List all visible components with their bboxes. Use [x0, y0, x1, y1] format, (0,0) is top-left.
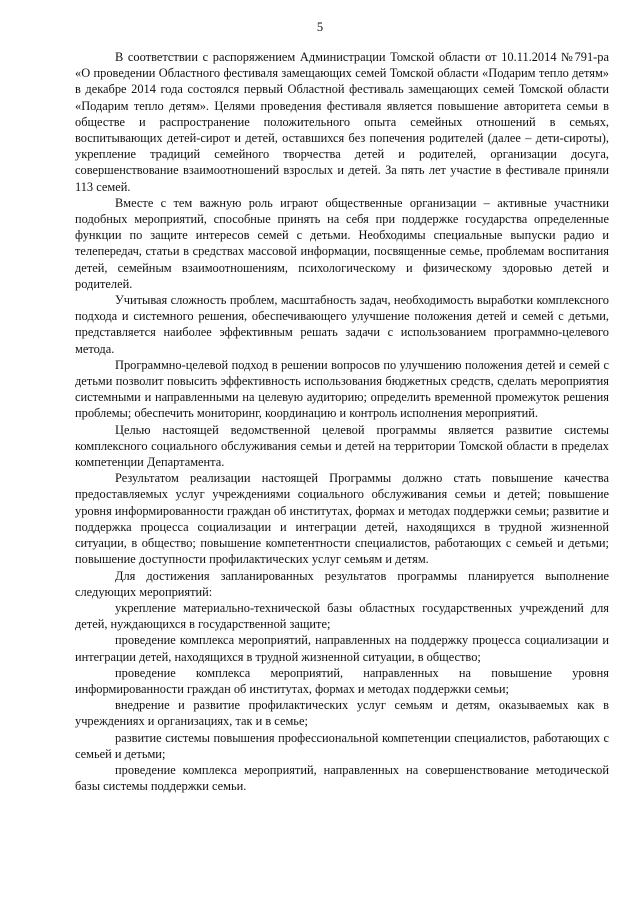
paragraph-program-approach: Программно-целевой подход в решении вопросов по улучшению положения детей и семей с детьми позволит повысить эффективность использования бюджетных средств, сделать мероприятия системными и направленными на целевую аудиторию; определить временной промежуток решения проблемы; обеспечить мониторинг, координацию и контроль исполнения мероприятий.: [75, 357, 609, 421]
measure-item: проведение комплекса мероприятий, направленных на совершенствование методической базы системы поддержки семьи.: [75, 762, 609, 794]
paragraph-program-method: Учитывая сложность проблем, масштабность задач, необходимость выработки комплексного подхода и системного решения, обеспечивающего улучшение положения детей и семей с детьми, представляется наиболее эффективным решать задачи с использованием программно-целевого метода.: [75, 293, 609, 356]
measure-item: развитие системы повышения профессиональной компетенции специалистов, работающих с семьей и детьми;: [75, 730, 609, 761]
paragraph-program-result: Результатом реализации настоящей Программы должно стать повышение качества предоставляемых услуг учреждениями социального обслуживания семьи и детей; повышение уровня информированности граждан об институтах, формах и методах поддержки семьи; развитие и поддержка процесса социализации и интеграции детей, находящихся в трудной жизненной ситуации, в общество; повышение компетентности специалистов, работающих с семьей и детьми; повышение доступности профилактических услуг семьям и детям.: [75, 471, 609, 567]
page-number: 5: [316, 20, 324, 34]
measure-item: укрепление материально-технической базы областных государственных учреждений для детей, нуждающихся в государственной защите;: [75, 600, 609, 632]
document-body: [75, 49, 609, 794]
paragraph-measures-intro: Для достижения запланированных результатов программы планируется выполнение следующих мероприятий:: [75, 568, 609, 599]
paragraph-public-organizations: Вместе с тем важную роль играют общественные организации – активные участники подобных мероприятий, способные принять на себя при поддержке государства определенные функции по защите интересов семей с детьми. Необходимы специальные выпуски радио и телепередач, статьи в средствах массовой информации, посвященные семье, проблемам воспитания детей, семейным взаимоотношениям, психологическому и физическому здоровью детей и родителей.: [75, 195, 609, 291]
measure-item: проведение комплекса мероприятий, направленных на поддержку процесса социализации и интеграции детей, находящихся в трудной жизненной ситуации, в общество;: [75, 633, 609, 664]
paragraph-festival: В соответствии с распоряжением Администрации Томской области от 10.11.2014 №791-ра «О проведении Областного фестиваля замещающих семей Томской области «Подарим тепло детям» в декабре 2014 года состоялся первый Областной фестиваль замещающих семей Томской области «Подарим тепло детям». Целями проведения фестиваля является повышение авторитета семьи в обществе и распространение положительного опыта семейных отношений в семьях, воспитывающих детей-сирот и детей, оставшихся без попечения родителей (далее – дети-сироты), укрепление традиций семейного творчества детей и родителей, организации досуга, совершенствование взаимоотношений взрослых и детей. За пять лет участие в фестивале приняли 113 семей.: [75, 50, 609, 194]
measure-item: внедрение и развитие профилактических услуг семьям и детям, оказываемых как в учреждениях и организациях, так и в семье;: [75, 698, 609, 729]
paragraph-program-goal: Целью настоящей ведомственной целевой программы является развитие системы комплексного социального обслуживания семьи и детей на территории Томской области в пределах компетенции Департамента.: [75, 422, 609, 470]
measure-item: проведение комплекса мероприятий, направленных на повышение уровня информированности граждан об институтах, формах и методах поддержки семьи;: [75, 665, 609, 696]
